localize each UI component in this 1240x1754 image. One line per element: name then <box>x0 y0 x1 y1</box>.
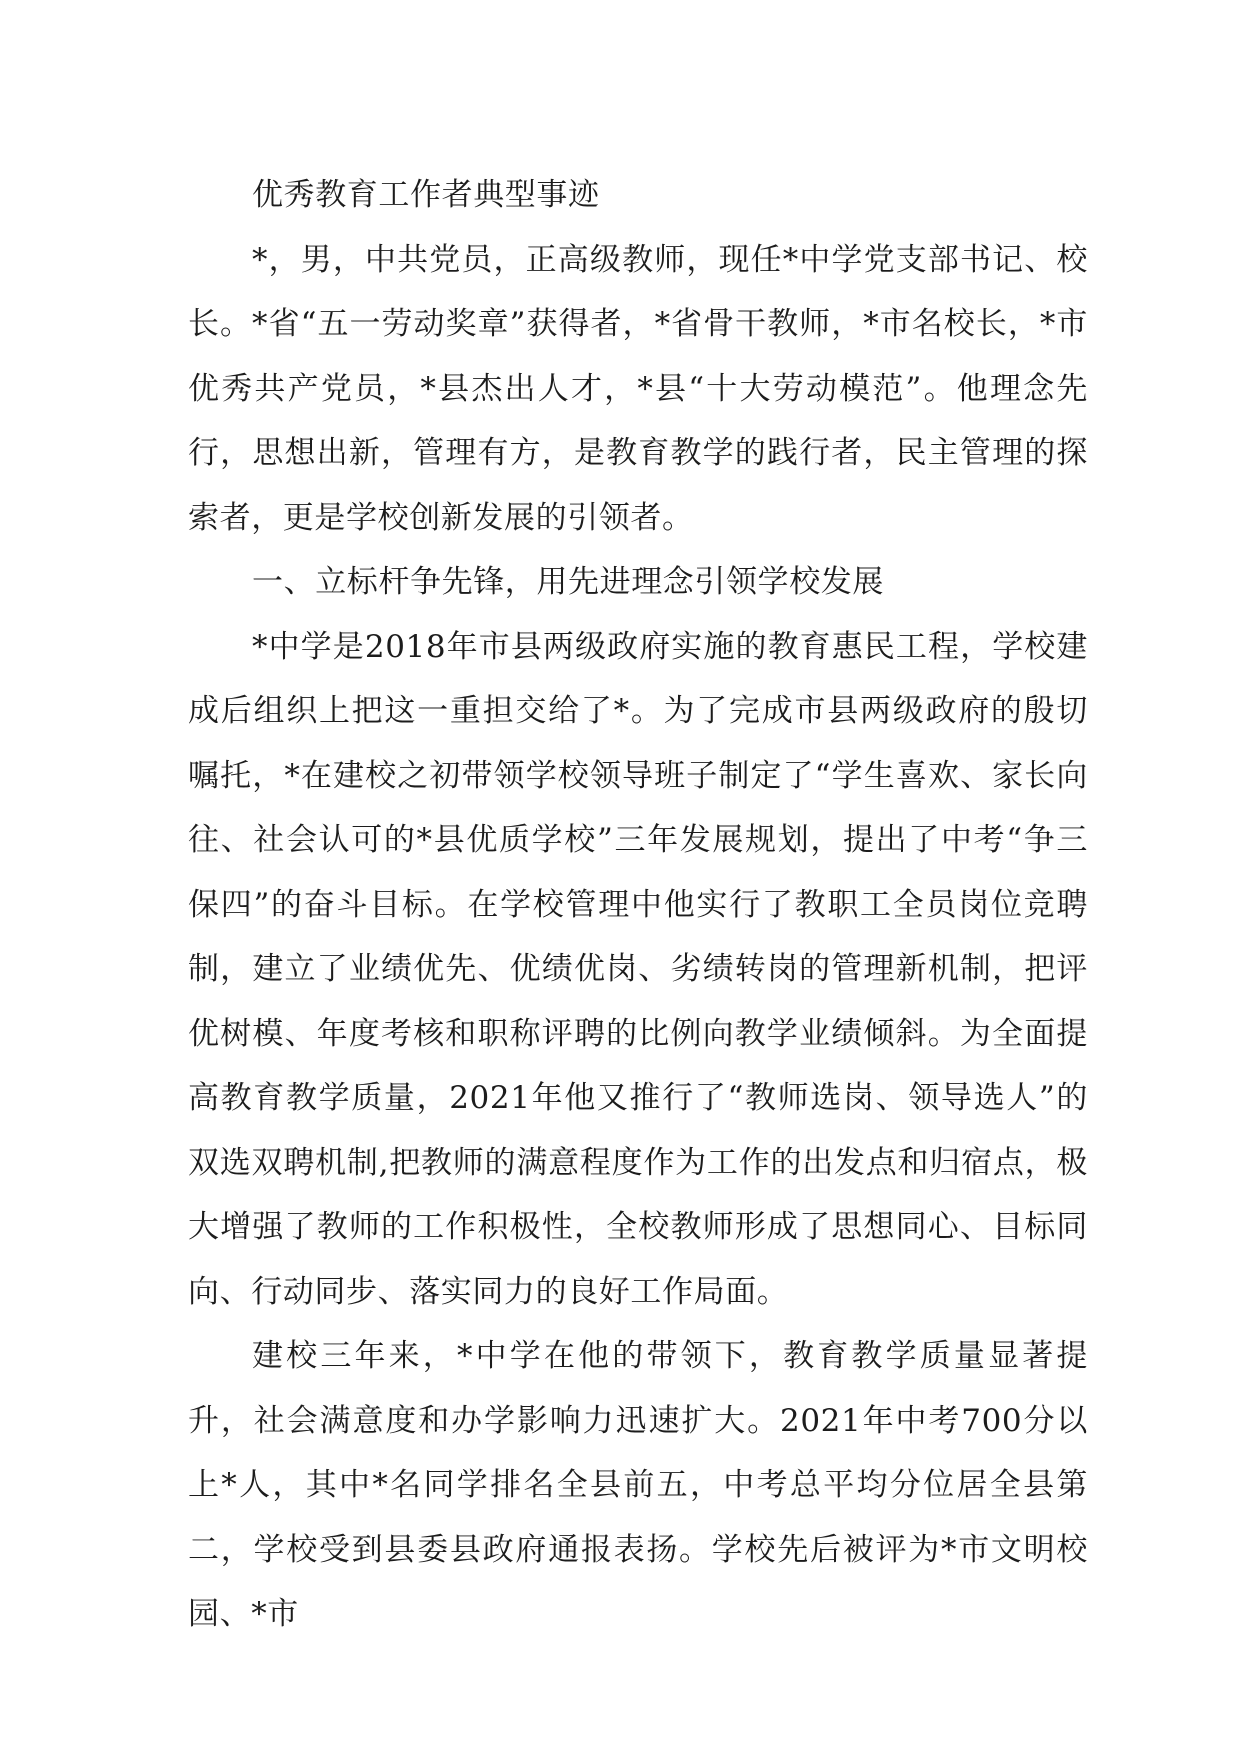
document-page <box>188 163 1088 1647</box>
document-title: 优秀教育工作者典型事迹 <box>252 177 600 213</box>
section-heading: 一、立标杆争先锋，用先进理念引领学校发展 <box>252 564 884 600</box>
paragraph-body-1: *中学是2018年市县两级政府实施的教育惠民工程，学校建成后组织上把这一重担交给了*。为了完成市县两级政府的殷切嘱托，*在建校之初带领学校领导班子制定了“学生喜欢、家长向往、社会认可的*县优质学校”三年发展规划，提出了中考“争三保四”的奋斗目标。在学校管理中他实行了教职工全员岗位竞聘制，建立了业绩优先、优绩优岗、劣绩转岗的管理新机制，把评优树模、年度考核和职称评聘的比例向教学业绩倾斜。为全面提高教育教学质量，2021年他又推行了“教师选岗、领导选人”的双选双聘机制,把教师的满意程度作为工作的出发点和归宿点，极大增强了教师的工作积极性，全校教师形成了思想同心、目标同向、行动同步、落实同力的良好工作局面。 <box>188 628 1088 1310</box>
paragraph-body-2: 建校三年来，*中学在他的带领下，教育教学质量显著提升，社会满意度和办学影响力迅速扩大。2021年中考700分以上*人，其中*名同学排名全县前五，中考总平均分位居全县第二，学校受到县委县政府通报表扬。学校先后被评为*市文明校园、*市 <box>188 1338 1088 1632</box>
paragraph-intro: *，男，中共党员，正高级教师，现任*中学党支部书记、校长。*省“五一劳动奖章”获得者，*省骨干教师，*市名校长，*市优秀共产党员，*县杰出人才，*县“十大劳动模范”。他理念先行，思想出新，管理有方，是教育教学的践行者，民主管理的探索者，更是学校创新发展的引领者。 <box>188 241 1088 536</box>
